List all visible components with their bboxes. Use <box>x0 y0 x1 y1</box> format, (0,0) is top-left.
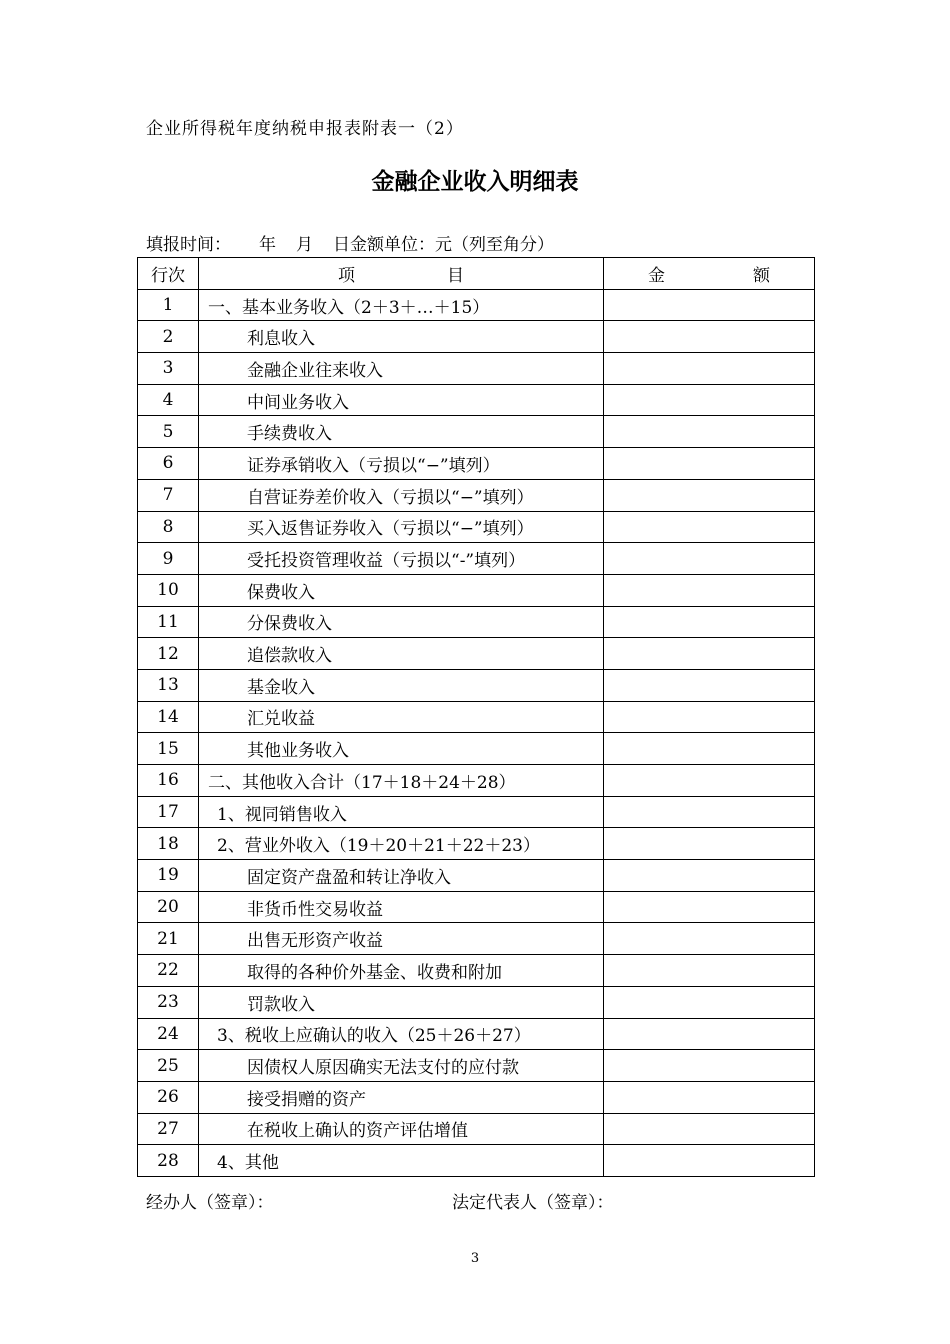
table-row <box>138 765 815 797</box>
row-item-label: 1、视同销售收入 <box>199 796 604 828</box>
row-amount-cell[interactable] <box>604 765 815 797</box>
row-amount-cell[interactable] <box>604 1113 815 1145</box>
row-amount-cell[interactable] <box>604 1145 815 1177</box>
row-amount-cell[interactable] <box>604 891 815 923</box>
table-row <box>138 384 815 416</box>
row-amount-cell[interactable] <box>604 796 815 828</box>
fill-time-line <box>146 230 554 255</box>
fill-time-label: 填报时间： <box>146 235 231 255</box>
year-label: 年 <box>259 235 276 255</box>
table-row <box>138 543 815 575</box>
table-row <box>138 289 815 321</box>
row-item-label: 因债权人原因确实无法支付的应付款 <box>199 1050 604 1082</box>
row-item-label: 接受捐赠的资产 <box>199 1081 604 1113</box>
income-detail-table <box>137 257 815 1177</box>
row-number: 9 <box>138 543 199 575</box>
row-number: 23 <box>138 986 199 1018</box>
header-amount-b: 额 <box>753 265 770 286</box>
table-row <box>138 1145 815 1177</box>
row-amount-cell[interactable] <box>604 1050 815 1082</box>
table-row <box>138 448 815 480</box>
table-row <box>138 1018 815 1050</box>
table-row <box>138 860 815 892</box>
row-amount-cell[interactable] <box>604 353 815 385</box>
row-amount-cell[interactable] <box>604 828 815 860</box>
row-item-label: 在税收上确认的资产评估增值 <box>199 1113 604 1145</box>
legal-rep-signature: 法定代表人（签章）： <box>452 1193 614 1213</box>
handler-signature: 经办人（签章）： <box>146 1193 274 1213</box>
table-row <box>138 986 815 1018</box>
row-item-label: 买入返售证券收入（亏损以“−”填列） <box>199 511 604 543</box>
row-item-label: 证券承销收入（亏损以“−”填列） <box>199 448 604 480</box>
row-number: 6 <box>138 448 199 480</box>
table-row <box>138 669 815 701</box>
month-label: 月 <box>296 235 313 255</box>
row-amount-cell[interactable] <box>604 606 815 638</box>
row-amount-cell[interactable] <box>604 1081 815 1113</box>
table-row <box>138 479 815 511</box>
table-row <box>138 796 815 828</box>
row-amount-cell[interactable] <box>604 955 815 987</box>
form-title: 金融企业收入明细表 <box>371 169 579 195</box>
row-item-label: 保费收入 <box>199 574 604 606</box>
table-row <box>138 321 815 353</box>
table-row <box>138 511 815 543</box>
table-row <box>138 828 815 860</box>
row-amount-cell[interactable] <box>604 448 815 480</box>
row-amount-cell[interactable] <box>604 733 815 765</box>
row-number: 8 <box>138 511 199 543</box>
row-item-label: 金融企业往来收入 <box>199 353 604 385</box>
table-row <box>138 606 815 638</box>
row-amount-cell[interactable] <box>604 638 815 670</box>
row-number: 22 <box>138 955 199 987</box>
table-row <box>138 1081 815 1113</box>
row-amount-cell[interactable] <box>604 986 815 1018</box>
row-item-label: 追偿款收入 <box>199 638 604 670</box>
row-item-label: 二、其他收入合计（17＋18＋24＋28） <box>199 765 604 797</box>
row-number: 13 <box>138 669 199 701</box>
row-number: 18 <box>138 828 199 860</box>
header-amount <box>604 258 815 290</box>
page-number: 3 <box>470 1251 480 1266</box>
row-number: 25 <box>138 1050 199 1082</box>
row-number: 3 <box>138 353 199 385</box>
row-number: 11 <box>138 606 199 638</box>
row-number: 19 <box>138 860 199 892</box>
row-item-label: 汇兑收益 <box>199 701 604 733</box>
header-row-no: 行次 <box>138 258 199 290</box>
row-number: 5 <box>138 416 199 448</box>
row-item-label: 3、税收上应确认的收入（25＋26＋27） <box>199 1018 604 1050</box>
table-row <box>138 353 815 385</box>
table-row <box>138 955 815 987</box>
row-item-label: 中间业务收入 <box>199 384 604 416</box>
row-item-label: 固定资产盘盈和转让净收入 <box>199 860 604 892</box>
header-item-b: 目 <box>447 265 464 286</box>
row-amount-cell[interactable] <box>604 416 815 448</box>
row-amount-cell[interactable] <box>604 923 815 955</box>
row-amount-cell[interactable] <box>604 479 815 511</box>
row-item-label: 受托投资管理收益（亏损以“-”填列） <box>199 543 604 575</box>
table-row <box>138 574 815 606</box>
row-amount-cell[interactable] <box>604 860 815 892</box>
row-item-label: 罚款收入 <box>199 986 604 1018</box>
header-item <box>199 258 604 290</box>
table-header-row <box>138 258 815 290</box>
day-unit-label: 日金额单位：元（列至角分） <box>333 235 554 255</box>
row-item-label: 手续费收入 <box>199 416 604 448</box>
table-row <box>138 638 815 670</box>
row-amount-cell[interactable] <box>604 701 815 733</box>
table-row <box>138 1113 815 1145</box>
header-amount-a: 金 <box>648 265 665 286</box>
table-row <box>138 923 815 955</box>
row-number: 14 <box>138 701 199 733</box>
table-row <box>138 701 815 733</box>
row-number: 26 <box>138 1081 199 1113</box>
row-number: 28 <box>138 1145 199 1177</box>
row-item-label: 自营证券差价收入（亏损以“−”填列） <box>199 479 604 511</box>
table-row <box>138 733 815 765</box>
row-number: 24 <box>138 1018 199 1050</box>
row-number: 2 <box>138 321 199 353</box>
row-number: 27 <box>138 1113 199 1145</box>
row-item-label: 基金收入 <box>199 669 604 701</box>
row-number: 20 <box>138 891 199 923</box>
table-row <box>138 891 815 923</box>
row-number: 16 <box>138 765 199 797</box>
row-amount-cell[interactable] <box>604 511 815 543</box>
row-number: 15 <box>138 733 199 765</box>
row-item-label: 出售无形资产收益 <box>199 923 604 955</box>
row-number: 21 <box>138 923 199 955</box>
row-amount-cell[interactable] <box>604 543 815 575</box>
row-amount-cell[interactable] <box>604 321 815 353</box>
row-amount-cell[interactable] <box>604 1018 815 1050</box>
form-subtitle: 企业所得税年度纳税申报表附表一（2） <box>146 119 464 139</box>
row-amount-cell[interactable] <box>604 384 815 416</box>
row-item-label: 分保费收入 <box>199 606 604 638</box>
row-item-label: 利息收入 <box>199 321 604 353</box>
row-amount-cell[interactable] <box>604 289 815 321</box>
row-item-label: 2、营业外收入（19＋20＋21＋22＋23） <box>199 828 604 860</box>
row-number: 12 <box>138 638 199 670</box>
table-row <box>138 1050 815 1082</box>
row-item-label: 取得的各种价外基金、收费和附加 <box>199 955 604 987</box>
header-item-a: 项 <box>338 265 355 286</box>
table-row <box>138 416 815 448</box>
row-amount-cell[interactable] <box>604 669 815 701</box>
row-item-label: 其他业务收入 <box>199 733 604 765</box>
row-amount-cell[interactable] <box>604 574 815 606</box>
row-item-label: 一、基本业务收入（2＋3＋…＋15） <box>199 289 604 321</box>
row-number: 7 <box>138 479 199 511</box>
row-item-label: 4、其他 <box>199 1145 604 1177</box>
row-number: 4 <box>138 384 199 416</box>
row-number: 1 <box>138 289 199 321</box>
row-item-label: 非货币性交易收益 <box>199 891 604 923</box>
row-number: 17 <box>138 796 199 828</box>
row-number: 10 <box>138 574 199 606</box>
